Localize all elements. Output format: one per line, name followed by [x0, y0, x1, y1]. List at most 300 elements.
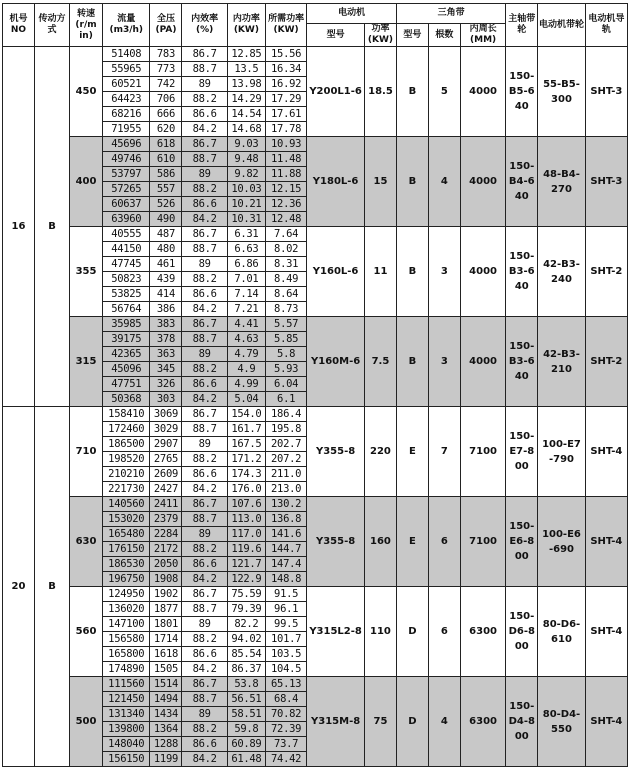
pressure-cell: 706 [150, 92, 182, 107]
table-row [3, 407, 628, 422]
motor-rail-cell: SHT-4 [585, 407, 627, 497]
pressure-cell: 439 [150, 272, 182, 287]
pressure-cell: 742 [150, 77, 182, 92]
power-cell: 61.48 [227, 752, 265, 767]
required-power-cell: 148.8 [265, 572, 306, 587]
motor-model-cell: Y315L2-8 [307, 587, 365, 677]
motor-power-cell: 15 [364, 137, 396, 227]
required-power-cell: 17.78 [265, 122, 306, 137]
header-pressure: 全压 (PA) [150, 4, 182, 47]
pressure-cell: 2172 [150, 542, 182, 557]
power-cell: 4.99 [227, 377, 265, 392]
power-cell: 56.51 [227, 692, 265, 707]
efficiency-cell: 88.2 [182, 272, 227, 287]
flow-cell: 210210 [103, 467, 150, 482]
speed-cell: 355 [70, 227, 103, 317]
motor-pulley-cell: 42-B3- 240 [538, 227, 585, 317]
belt-length-cell: 7100 [460, 497, 505, 587]
power-cell: 13.98 [227, 77, 265, 92]
pressure-cell: 1714 [150, 632, 182, 647]
pressure-cell: 1514 [150, 677, 182, 692]
efficiency-cell: 84.2 [182, 122, 227, 137]
efficiency-cell: 88.2 [182, 632, 227, 647]
power-cell: 113.0 [227, 512, 265, 527]
efficiency-cell: 89 [182, 707, 227, 722]
pressure-cell: 490 [150, 212, 182, 227]
power-cell: 6.63 [227, 242, 265, 257]
motor-rail-cell: SHT-4 [585, 677, 627, 767]
required-power-cell: 5.8 [265, 347, 306, 362]
power-cell: 119.6 [227, 542, 265, 557]
power-cell: 161.7 [227, 422, 265, 437]
pressure-cell: 610 [150, 152, 182, 167]
efficiency-cell: 84.2 [182, 752, 227, 767]
power-cell: 14.54 [227, 107, 265, 122]
power-cell: 75.59 [227, 587, 265, 602]
motor-rail-cell: SHT-3 [585, 137, 627, 227]
required-power-cell: 12.36 [265, 197, 306, 212]
pressure-cell: 1494 [150, 692, 182, 707]
belt-model-cell: B [396, 137, 428, 227]
power-cell: 79.39 [227, 602, 265, 617]
motor-model-cell: Y355-8 [307, 407, 365, 497]
flow-cell: 136020 [103, 602, 150, 617]
motor-rail-cell: SHT-2 [585, 227, 627, 317]
power-cell: 6.31 [227, 227, 265, 242]
efficiency-cell: 88.7 [182, 242, 227, 257]
motor-model-cell: Y160M-6 [307, 317, 365, 407]
header-belt-length: 内周长 (MM) [460, 24, 505, 47]
flow-cell: 158410 [103, 407, 150, 422]
flow-cell: 196750 [103, 572, 150, 587]
efficiency-cell: 89 [182, 167, 227, 182]
required-power-cell: 5.57 [265, 317, 306, 332]
table-header [3, 4, 628, 47]
motor-rail-cell: SHT-4 [585, 497, 627, 587]
pressure-cell: 386 [150, 302, 182, 317]
belt-length-cell: 4000 [460, 317, 505, 407]
efficiency-cell: 89 [182, 347, 227, 362]
required-power-cell: 65.13 [265, 677, 306, 692]
flow-cell: 147100 [103, 617, 150, 632]
motor-model-cell: Y180L-6 [307, 137, 365, 227]
flow-cell: 124950 [103, 587, 150, 602]
efficiency-cell: 84.2 [182, 482, 227, 497]
pressure-cell: 487 [150, 227, 182, 242]
required-power-cell: 186.4 [265, 407, 306, 422]
belt-count-cell: 4 [428, 137, 460, 227]
flow-cell: 44150 [103, 242, 150, 257]
belt-count-cell: 3 [428, 317, 460, 407]
belt-length-cell: 6300 [460, 587, 505, 677]
required-power-cell: 72.39 [265, 722, 306, 737]
power-cell: 14.68 [227, 122, 265, 137]
shaft-pulley-cell: 150- D6-8 00 [506, 587, 538, 677]
pressure-cell: 1505 [150, 662, 182, 677]
pressure-cell: 378 [150, 332, 182, 347]
power-cell: 176.0 [227, 482, 265, 497]
pressure-cell: 1364 [150, 722, 182, 737]
flow-cell: 53825 [103, 287, 150, 302]
efficiency-cell: 86.6 [182, 557, 227, 572]
flow-cell: 68216 [103, 107, 150, 122]
belt-count-cell: 7 [428, 407, 460, 497]
flow-cell: 111560 [103, 677, 150, 692]
motor-pulley-cell: 80-D6- 610 [538, 587, 585, 677]
speed-cell: 630 [70, 497, 103, 587]
efficiency-cell: 86.7 [182, 407, 227, 422]
pressure-cell: 1199 [150, 752, 182, 767]
belt-model-cell: D [396, 587, 428, 677]
required-power-cell: 70.82 [265, 707, 306, 722]
efficiency-cell: 84.2 [182, 572, 227, 587]
required-power-cell: 6.04 [265, 377, 306, 392]
motor-power-cell: 110 [364, 587, 396, 677]
power-cell: 4.79 [227, 347, 265, 362]
flow-cell: 174890 [103, 662, 150, 677]
efficiency-cell: 88.2 [182, 542, 227, 557]
shaft-pulley-cell: 150- B4-6 40 [506, 137, 538, 227]
required-power-cell: 73.7 [265, 737, 306, 752]
flow-cell: 186500 [103, 437, 150, 452]
power-cell: 107.6 [227, 497, 265, 512]
power-cell: 53.8 [227, 677, 265, 692]
flow-cell: 60521 [103, 77, 150, 92]
flow-cell: 45096 [103, 362, 150, 377]
required-power-cell: 207.2 [265, 452, 306, 467]
flow-cell: 42365 [103, 347, 150, 362]
power-cell: 122.9 [227, 572, 265, 587]
power-cell: 117.0 [227, 527, 265, 542]
flow-cell: 60637 [103, 197, 150, 212]
pressure-cell: 526 [150, 197, 182, 212]
efficiency-cell: 88.7 [182, 152, 227, 167]
shaft-pulley-cell: 150- E6-8 00 [506, 497, 538, 587]
flow-cell: 50823 [103, 272, 150, 287]
header-motor-rail: 电动机导轨 [585, 4, 627, 47]
efficiency-cell: 84.2 [182, 302, 227, 317]
belt-count-cell: 5 [428, 47, 460, 137]
speed-cell: 315 [70, 317, 103, 407]
motor-power-cell: 11 [364, 227, 396, 317]
required-power-cell: 141.6 [265, 527, 306, 542]
required-power-cell: 8.64 [265, 287, 306, 302]
header-motor-model: 型号 [307, 24, 365, 47]
efficiency-cell: 89 [182, 77, 227, 92]
efficiency-cell: 86.6 [182, 287, 227, 302]
power-cell: 58.51 [227, 707, 265, 722]
motor-model-cell: Y315M-8 [307, 677, 365, 767]
drive-cell: B [34, 47, 69, 407]
required-power-cell: 91.5 [265, 587, 306, 602]
flow-cell: 198520 [103, 452, 150, 467]
efficiency-cell: 89 [182, 257, 227, 272]
efficiency-cell: 86.7 [182, 587, 227, 602]
pressure-cell: 2411 [150, 497, 182, 512]
header-belt: 三角带 [396, 4, 505, 24]
flow-cell: 39175 [103, 332, 150, 347]
power-cell: 6.86 [227, 257, 265, 272]
pressure-cell: 2907 [150, 437, 182, 452]
efficiency-cell: 88.2 [182, 452, 227, 467]
pressure-cell: 2765 [150, 452, 182, 467]
belt-count-cell: 3 [428, 227, 460, 317]
efficiency-cell: 86.6 [182, 197, 227, 212]
header-machine-no: 机号 NO [3, 4, 35, 47]
drive-cell: B [34, 407, 69, 767]
header-required-power: 所需功率 (KW) [265, 4, 306, 47]
required-power-cell: 12.48 [265, 212, 306, 227]
motor-pulley-cell: 80-D4- 550 [538, 677, 585, 767]
motor-power-cell: 160 [364, 497, 396, 587]
pressure-cell: 345 [150, 362, 182, 377]
required-power-cell: 101.7 [265, 632, 306, 647]
motor-model-cell: Y355-8 [307, 497, 365, 587]
required-power-cell: 5.93 [265, 362, 306, 377]
belt-model-cell: B [396, 317, 428, 407]
required-power-cell: 16.34 [265, 62, 306, 77]
power-cell: 5.04 [227, 392, 265, 407]
header-speed: 转速 (r/m in) [70, 4, 103, 47]
motor-power-cell: 220 [364, 407, 396, 497]
flow-cell: 49746 [103, 152, 150, 167]
header-efficiency: 内效率 (%) [182, 4, 227, 47]
required-power-cell: 11.48 [265, 152, 306, 167]
efficiency-cell: 88.2 [182, 722, 227, 737]
motor-model-cell: Y200L1-6 [307, 47, 365, 137]
header-power: 内功率 (KW) [227, 4, 265, 47]
efficiency-cell: 88.7 [182, 602, 227, 617]
power-cell: 13.5 [227, 62, 265, 77]
belt-model-cell: E [396, 407, 428, 497]
shaft-pulley-cell: 150- B3-6 40 [506, 317, 538, 407]
required-power-cell: 11.88 [265, 167, 306, 182]
header-shaft-pulley: 主轴带轮 [506, 4, 538, 47]
motor-power-cell: 18.5 [364, 47, 396, 137]
speed-cell: 560 [70, 587, 103, 677]
pressure-cell: 620 [150, 122, 182, 137]
pressure-cell: 303 [150, 392, 182, 407]
power-cell: 7.01 [227, 272, 265, 287]
motor-pulley-cell: 42-B3- 210 [538, 317, 585, 407]
required-power-cell: 96.1 [265, 602, 306, 617]
efficiency-cell: 88.7 [182, 422, 227, 437]
motor-power-cell: 75 [364, 677, 396, 767]
table-row [3, 677, 628, 692]
flow-cell: 121450 [103, 692, 150, 707]
flow-cell: 50368 [103, 392, 150, 407]
table-row [3, 137, 628, 152]
motor-power-cell: 7.5 [364, 317, 396, 407]
flow-cell: 153020 [103, 512, 150, 527]
pressure-cell: 1877 [150, 602, 182, 617]
efficiency-cell: 86.7 [182, 137, 227, 152]
flow-cell: 56764 [103, 302, 150, 317]
belt-count-cell: 6 [428, 497, 460, 587]
flow-cell: 139800 [103, 722, 150, 737]
flow-cell: 172460 [103, 422, 150, 437]
shaft-pulley-cell: 150- B5-6 40 [506, 47, 538, 137]
required-power-cell: 5.85 [265, 332, 306, 347]
flow-cell: 64423 [103, 92, 150, 107]
power-cell: 94.02 [227, 632, 265, 647]
flow-cell: 45696 [103, 137, 150, 152]
header-motor-power: 功率 (KW) [364, 24, 396, 47]
pressure-cell: 414 [150, 287, 182, 302]
belt-model-cell: E [396, 497, 428, 587]
power-cell: 171.2 [227, 452, 265, 467]
belt-count-cell: 4 [428, 677, 460, 767]
efficiency-cell: 86.6 [182, 737, 227, 752]
power-cell: 4.63 [227, 332, 265, 347]
flow-cell: 156580 [103, 632, 150, 647]
efficiency-cell: 86.7 [182, 47, 227, 62]
flow-cell: 176150 [103, 542, 150, 557]
efficiency-cell: 84.2 [182, 392, 227, 407]
pressure-cell: 2379 [150, 512, 182, 527]
required-power-cell: 16.92 [265, 77, 306, 92]
required-power-cell: 17.61 [265, 107, 306, 122]
shaft-pulley-cell: 150- D4-8 00 [506, 677, 538, 767]
power-cell: 9.03 [227, 137, 265, 152]
flow-cell: 57265 [103, 182, 150, 197]
power-cell: 174.3 [227, 467, 265, 482]
efficiency-cell: 84.2 [182, 212, 227, 227]
flow-cell: 140560 [103, 497, 150, 512]
flow-cell: 186530 [103, 557, 150, 572]
efficiency-cell: 86.7 [182, 677, 227, 692]
belt-length-cell: 4000 [460, 137, 505, 227]
pressure-cell: 461 [150, 257, 182, 272]
motor-rail-cell: SHT-4 [585, 587, 627, 677]
flow-cell: 221730 [103, 482, 150, 497]
efficiency-cell: 86.6 [182, 107, 227, 122]
shaft-pulley-cell: 150- B3-6 40 [506, 227, 538, 317]
table-row [3, 497, 628, 512]
power-cell: 10.03 [227, 182, 265, 197]
pressure-cell: 383 [150, 317, 182, 332]
power-cell: 4.41 [227, 317, 265, 332]
belt-length-cell: 4000 [460, 227, 505, 317]
flow-cell: 165480 [103, 527, 150, 542]
power-cell: 121.7 [227, 557, 265, 572]
header-motor-pulley: 电动机带轮 [538, 4, 585, 47]
efficiency-cell: 84.2 [182, 662, 227, 677]
efficiency-cell: 88.2 [182, 362, 227, 377]
pressure-cell: 2284 [150, 527, 182, 542]
pressure-cell: 773 [150, 62, 182, 77]
table-row [3, 317, 628, 332]
pressure-cell: 1902 [150, 587, 182, 602]
required-power-cell: 8.49 [265, 272, 306, 287]
power-cell: 9.82 [227, 167, 265, 182]
power-cell: 10.21 [227, 197, 265, 212]
table-row [3, 227, 628, 242]
required-power-cell: 8.31 [265, 257, 306, 272]
belt-model-cell: B [396, 47, 428, 137]
power-cell: 12.85 [227, 47, 265, 62]
table-row [3, 47, 628, 62]
efficiency-cell: 86.6 [182, 377, 227, 392]
power-cell: 7.21 [227, 302, 265, 317]
flow-cell: 47751 [103, 377, 150, 392]
speed-cell: 500 [70, 677, 103, 767]
required-power-cell: 99.5 [265, 617, 306, 632]
speed-cell: 400 [70, 137, 103, 227]
pressure-cell: 2427 [150, 482, 182, 497]
belt-model-cell: D [396, 677, 428, 767]
motor-pulley-cell: 100-E6 -690 [538, 497, 585, 587]
flow-cell: 156150 [103, 752, 150, 767]
efficiency-cell: 88.7 [182, 332, 227, 347]
pressure-cell: 363 [150, 347, 182, 362]
pressure-cell: 2609 [150, 467, 182, 482]
power-cell: 154.0 [227, 407, 265, 422]
pressure-cell: 618 [150, 137, 182, 152]
required-power-cell: 211.0 [265, 467, 306, 482]
speed-cell: 450 [70, 47, 103, 137]
pressure-cell: 1908 [150, 572, 182, 587]
flow-cell: 35985 [103, 317, 150, 332]
motor-pulley-cell: 100-E7 -790 [538, 407, 585, 497]
motor-model-cell: Y160L-6 [307, 227, 365, 317]
required-power-cell: 68.4 [265, 692, 306, 707]
table-body [3, 47, 628, 767]
pressure-cell: 1288 [150, 737, 182, 752]
efficiency-cell: 86.7 [182, 227, 227, 242]
required-power-cell: 17.29 [265, 92, 306, 107]
flow-cell: 51408 [103, 47, 150, 62]
header-belt-model: 型号 [396, 24, 428, 47]
power-cell: 167.5 [227, 437, 265, 452]
pressure-cell: 2050 [150, 557, 182, 572]
belt-length-cell: 6300 [460, 677, 505, 767]
efficiency-cell: 86.6 [182, 647, 227, 662]
required-power-cell: 10.93 [265, 137, 306, 152]
power-cell: 86.37 [227, 662, 265, 677]
efficiency-cell: 88.2 [182, 92, 227, 107]
pressure-cell: 326 [150, 377, 182, 392]
efficiency-cell: 86.7 [182, 497, 227, 512]
pressure-cell: 480 [150, 242, 182, 257]
motor-pulley-cell: 48-B4- 270 [538, 137, 585, 227]
machine-no-cell: 16 [3, 47, 35, 407]
required-power-cell: 15.56 [265, 47, 306, 62]
required-power-cell: 8.02 [265, 242, 306, 257]
flow-cell: 55965 [103, 62, 150, 77]
power-cell: 4.9 [227, 362, 265, 377]
power-cell: 9.48 [227, 152, 265, 167]
flow-cell: 63960 [103, 212, 150, 227]
efficiency-cell: 86.6 [182, 467, 227, 482]
power-cell: 85.54 [227, 647, 265, 662]
required-power-cell: 74.42 [265, 752, 306, 767]
required-power-cell: 147.4 [265, 557, 306, 572]
belt-model-cell: B [396, 227, 428, 317]
power-cell: 59.8 [227, 722, 265, 737]
required-power-cell: 195.8 [265, 422, 306, 437]
required-power-cell: 103.5 [265, 647, 306, 662]
pressure-cell: 557 [150, 182, 182, 197]
power-cell: 14.29 [227, 92, 265, 107]
pressure-cell: 3029 [150, 422, 182, 437]
power-cell: 10.31 [227, 212, 265, 227]
flow-cell: 71955 [103, 122, 150, 137]
pressure-cell: 586 [150, 167, 182, 182]
pressure-cell: 1434 [150, 707, 182, 722]
pressure-cell: 3069 [150, 407, 182, 422]
flow-cell: 40555 [103, 227, 150, 242]
